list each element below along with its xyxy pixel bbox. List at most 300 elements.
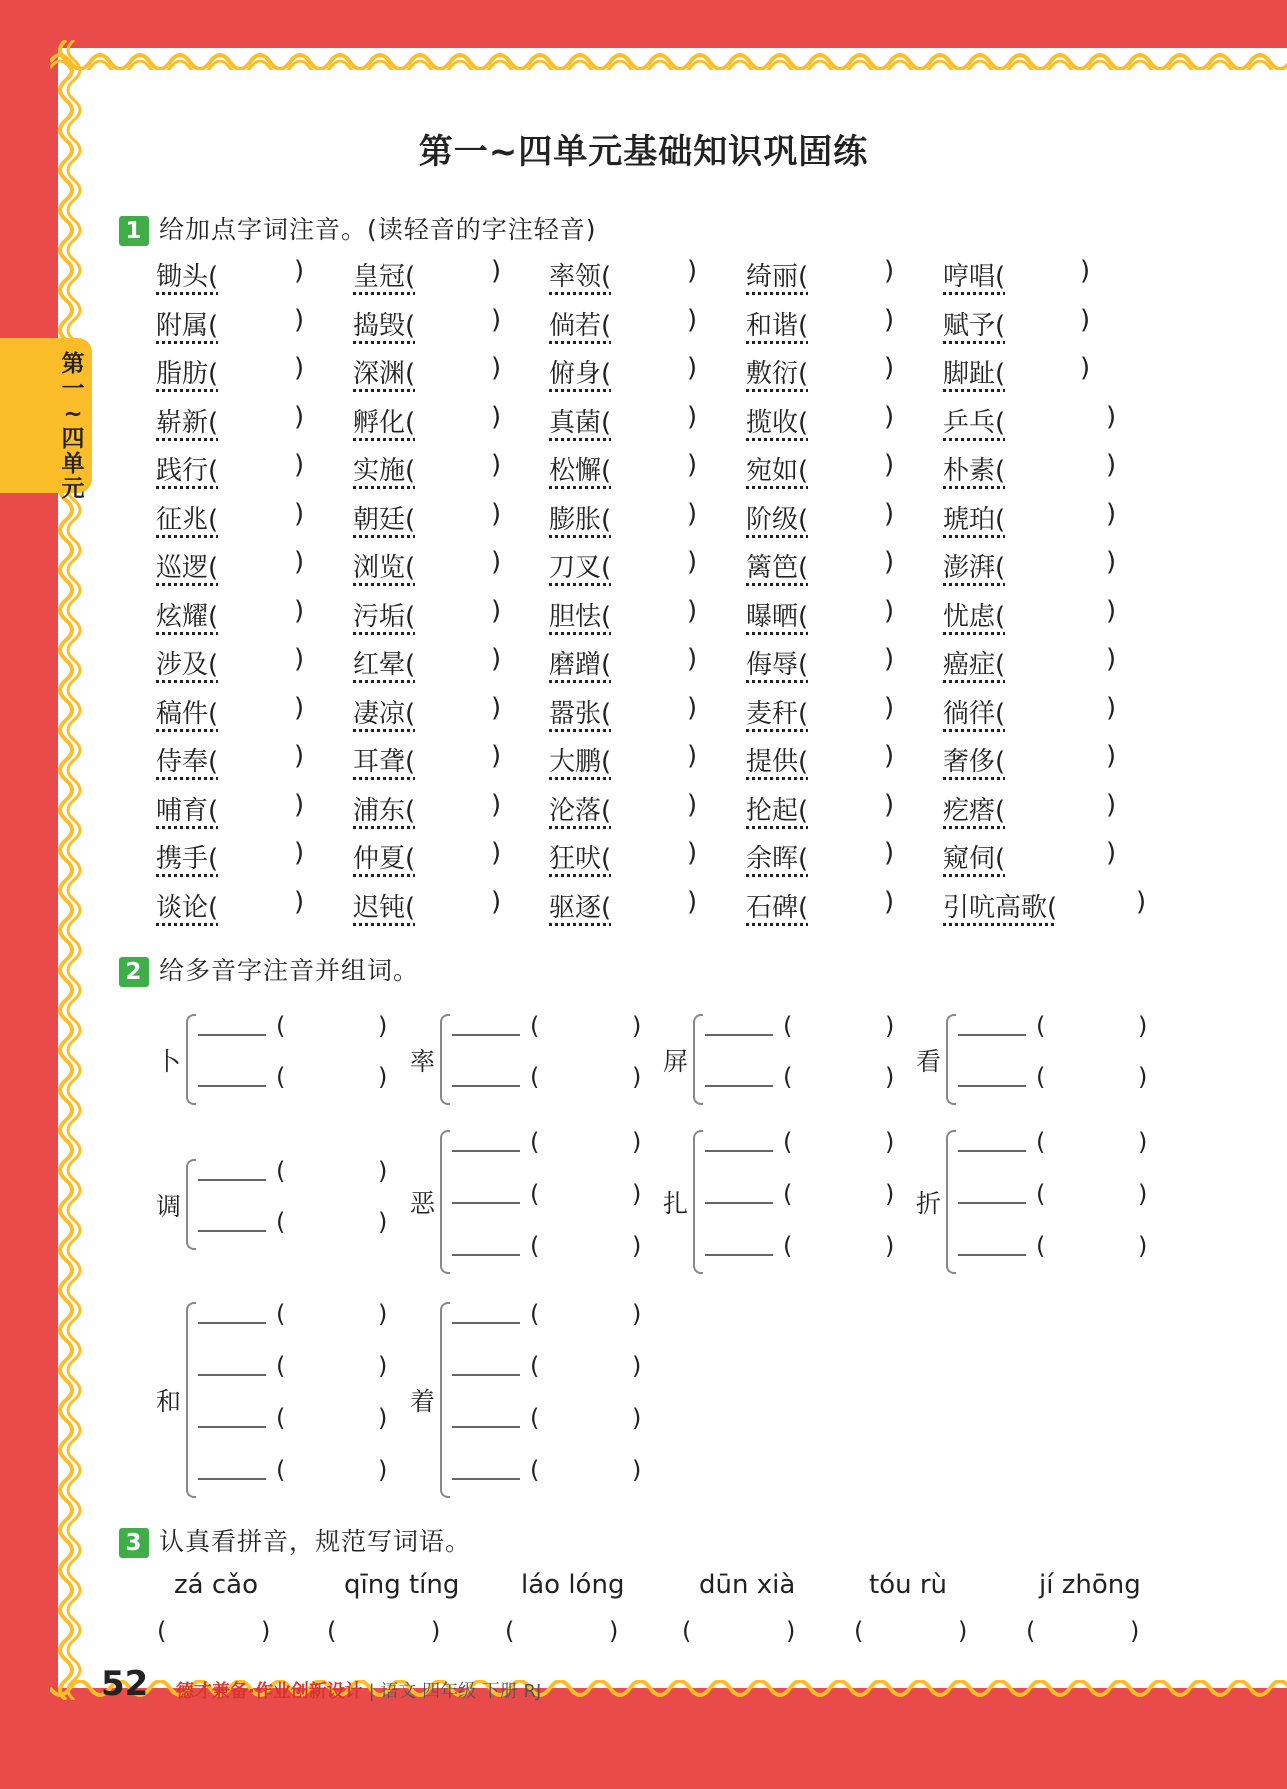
q1-item[interactable] (156, 305, 218, 342)
q1-item[interactable] (353, 693, 415, 730)
pinyin-open-paren[interactable]: ( (276, 1208, 286, 1236)
q1-close-paren: ) (294, 741, 305, 771)
word-blank[interactable] (198, 1085, 266, 1087)
page-title: 第一~四单元基础知识巩固练 (418, 132, 869, 172)
footer-text (176, 1677, 541, 1703)
q1-item[interactable] (156, 644, 218, 681)
q1-item[interactable] (156, 353, 218, 390)
q1-row (156, 741, 1156, 789)
word-blank[interactable] (452, 1085, 520, 1087)
pinyin-open-paren[interactable]: ( (530, 1012, 540, 1040)
word-blank[interactable] (452, 1478, 520, 1480)
pinyin-close-paren: ) (378, 1157, 388, 1185)
q1-close-paren: ) (687, 886, 698, 917)
pinyin-close-paren: ) (378, 1063, 388, 1091)
pinyin-open-paren[interactable]: ( (530, 1456, 540, 1484)
q1-word: 麦秆( (746, 698, 809, 729)
polyphonic-char: 着 (410, 1387, 436, 1416)
pinyin-open-paren[interactable]: ( (783, 1232, 793, 1260)
q1-item[interactable] (746, 887, 808, 924)
q1-item[interactable] (746, 256, 808, 293)
q1-word: 红晕( (353, 650, 416, 680)
q1-item[interactable] (156, 402, 218, 439)
pinyin-close-paren: ) (632, 1456, 642, 1484)
pinyin-close-paren: ) (632, 1128, 642, 1156)
q1-item[interactable] (746, 596, 808, 633)
q1-word: 澎湃( (943, 553, 1006, 583)
q1-word: 石碑( (746, 892, 809, 923)
pinyin-open-paren[interactable]: ( (276, 1352, 286, 1380)
word-blank[interactable] (705, 1034, 773, 1036)
q1-close-paren: ) (687, 692, 698, 723)
q1-word: 脚趾( (943, 359, 1006, 389)
q1-word: 迟钝( (353, 892, 416, 923)
q1-close-paren: ) (687, 789, 698, 820)
q1-word: 凄凉( (353, 698, 416, 729)
pinyin-close-paren: ) (1138, 1128, 1148, 1156)
q1-close-paren: ) (687, 838, 698, 868)
q1-close-paren: ) (294, 353, 305, 383)
pinyin-open-paren[interactable]: ( (276, 1012, 286, 1040)
q1-item[interactable] (746, 450, 808, 487)
q1-close-paren: ) (687, 547, 698, 577)
brace (440, 1014, 450, 1105)
q1-close-paren: ) (687, 644, 698, 674)
pinyin-close-paren: ) (632, 1404, 642, 1432)
q1-item[interactable] (943, 499, 1005, 536)
q1-close-paren: ) (1106, 498, 1117, 529)
q1-word: 提供( (746, 747, 809, 777)
brace (186, 1159, 196, 1250)
q1-item[interactable] (549, 353, 611, 390)
pinyin-close-paren: ) (1138, 1232, 1148, 1260)
q1-row (156, 644, 1156, 692)
q1-item[interactable] (549, 256, 611, 293)
pinyin-open-paren[interactable]: ( (530, 1300, 540, 1328)
q1-close-paren: ) (1106, 741, 1117, 771)
word-blank[interactable] (198, 1034, 266, 1036)
q1-item[interactable] (943, 450, 1005, 487)
q1-word: 附属( (156, 310, 219, 341)
q1-close-paren: ) (294, 547, 305, 577)
answer-close-paren: ) (609, 1617, 619, 1645)
q1-close-paren: ) (294, 886, 305, 917)
pinyin-open-paren[interactable]: ( (783, 1180, 793, 1208)
q1-word: 徜徉( (943, 698, 1006, 729)
q1-item[interactable] (353, 741, 415, 778)
q1-close-paren: ) (1106, 644, 1117, 674)
q1-item[interactable] (353, 499, 415, 536)
pinyin-close-paren: ) (632, 1012, 642, 1040)
brace (946, 1130, 956, 1274)
q1-close-paren: ) (491, 401, 502, 432)
word-blank[interactable] (705, 1085, 773, 1087)
q1-item[interactable] (943, 790, 1005, 827)
polyphonic-char: 和 (156, 1387, 182, 1416)
q1-item[interactable] (156, 499, 218, 536)
q1-item[interactable] (353, 256, 415, 293)
word-blank[interactable] (198, 1322, 266, 1324)
q1-word: 刀叉( (549, 553, 612, 583)
answer-open-paren[interactable]: ( (1026, 1617, 1036, 1645)
q1-word: 崭新( (156, 407, 219, 438)
brace (946, 1014, 956, 1105)
answer-open-paren[interactable]: ( (505, 1617, 515, 1645)
q1-word: 篱笆( (746, 553, 809, 583)
q1-word: 携手( (156, 844, 219, 874)
pinyin-close-paren: ) (632, 1300, 642, 1328)
q1-word: 耳聋( (353, 747, 416, 777)
q1-close-paren: ) (884, 304, 895, 335)
word-blank[interactable] (958, 1085, 1026, 1087)
pinyin-open-paren[interactable]: ( (530, 1180, 540, 1208)
word-blank[interactable] (958, 1034, 1026, 1036)
q1-item[interactable] (353, 353, 415, 390)
q1-close-paren: ) (884, 401, 895, 432)
q1-item[interactable] (549, 887, 611, 924)
q1-close-paren: ) (1080, 353, 1091, 383)
q1-close-paren: ) (687, 304, 698, 335)
pinyin-close-paren: ) (378, 1208, 388, 1236)
q1-item[interactable] (549, 838, 611, 875)
q1-item[interactable] (943, 547, 1005, 584)
q1-word: 实施( (353, 456, 416, 486)
q1-item[interactable] (353, 644, 415, 681)
word-blank[interactable] (958, 1150, 1026, 1152)
pinyin-close-paren: ) (1138, 1180, 1148, 1208)
answer-close-paren: ) (431, 1617, 441, 1645)
q1-close-paren: ) (687, 595, 698, 626)
pinyin-open-paren[interactable]: ( (276, 1157, 286, 1185)
q1-word: 侮辱( (746, 650, 809, 680)
q1-word: 皇冠( (353, 262, 416, 292)
answer-open-paren[interactable]: ( (157, 1617, 167, 1645)
pinyin-close-paren: ) (378, 1404, 388, 1432)
pinyin-close-paren: ) (632, 1180, 642, 1208)
q1-item[interactable] (156, 887, 218, 924)
q1-word: 朝廷( (353, 504, 416, 535)
q1-item[interactable] (156, 547, 218, 584)
q1-word: 嚣张( (549, 698, 612, 729)
q1-word: 谈论( (156, 892, 219, 923)
q1-close-paren: ) (884, 498, 895, 529)
wavy-border-top (50, 40, 1287, 70)
q1-close-paren: ) (1106, 450, 1117, 480)
q1-item[interactable] (549, 305, 611, 342)
q1-word: 磨蹭( (549, 650, 612, 680)
q1-item[interactable] (549, 499, 611, 536)
q1-item[interactable] (549, 450, 611, 487)
q1-item[interactable] (156, 256, 218, 293)
q1-word: 浦东( (353, 795, 416, 826)
word-blank[interactable] (198, 1426, 266, 1428)
pinyin-open-paren[interactable]: ( (530, 1128, 540, 1156)
pinyin-open-paren[interactable]: ( (1036, 1232, 1046, 1260)
q1-close-paren: ) (491, 886, 502, 917)
q1-word: 和谐( (746, 310, 809, 341)
brace (693, 1130, 703, 1274)
pinyin-open-paren[interactable]: ( (1036, 1012, 1046, 1040)
word-blank[interactable] (198, 1179, 266, 1181)
q1-item[interactable] (156, 790, 218, 827)
q1-close-paren: ) (491, 498, 502, 529)
question-3-number: 3 (119, 1528, 149, 1558)
q1-item[interactable] (943, 741, 1005, 778)
q1-item[interactable] (943, 644, 1005, 681)
answer-open-paren[interactable]: ( (854, 1617, 864, 1645)
q1-close-paren: ) (294, 692, 305, 723)
q1-row (156, 256, 1156, 304)
q1-item[interactable] (353, 838, 415, 875)
q1-word: 践行( (156, 456, 219, 486)
pinyin-prompt: qīng tíng (344, 1570, 460, 1600)
question-1-number: 1 (119, 216, 149, 246)
q1-item[interactable] (549, 693, 611, 730)
q1-close-paren: ) (687, 256, 698, 286)
pinyin-prompt: zá cǎo (174, 1570, 258, 1600)
pinyin-open-paren[interactable]: ( (783, 1128, 793, 1156)
q1-word: 绮丽( (746, 262, 809, 292)
q1-item[interactable] (746, 741, 808, 778)
q1-item[interactable] (943, 693, 1005, 730)
q1-close-paren: ) (687, 450, 698, 480)
q1-item[interactable] (353, 450, 415, 487)
q1-close-paren: ) (1106, 401, 1117, 432)
word-blank[interactable] (452, 1374, 520, 1376)
answer-open-paren[interactable]: ( (682, 1617, 692, 1645)
q1-close-paren: ) (294, 789, 305, 820)
q1-item[interactable] (353, 790, 415, 827)
pinyin-open-paren[interactable]: ( (276, 1404, 286, 1432)
q1-close-paren: ) (294, 644, 305, 674)
q1-word: 捣毁( (353, 310, 416, 341)
q1-word: 癌症( (943, 650, 1006, 680)
q1-row (156, 353, 1156, 401)
q1-item[interactable] (746, 790, 808, 827)
q1-row (156, 596, 1156, 644)
q1-item[interactable] (943, 838, 1005, 875)
q1-item[interactable] (549, 644, 611, 681)
q1-word: 余晖( (746, 844, 809, 874)
q1-word: 真菌( (549, 407, 612, 438)
q1-word: 朴素( (943, 456, 1006, 486)
q1-item[interactable] (353, 887, 415, 924)
q1-word: 敷衍( (746, 359, 809, 389)
q1-close-paren: ) (1080, 256, 1091, 286)
polyphonic-char: 卜 (156, 1046, 182, 1076)
page-number: 52 (101, 1664, 149, 1704)
q1-item[interactable] (943, 353, 1005, 390)
pinyin-open-paren[interactable]: ( (1036, 1180, 1046, 1208)
polyphonic-char: 率 (410, 1046, 436, 1076)
word-blank[interactable] (452, 1202, 520, 1204)
pinyin-open-paren[interactable]: ( (530, 1404, 540, 1432)
q1-word: 巡逻( (156, 553, 219, 583)
footer-brand: 德才兼备·作业创新设计 (176, 1681, 363, 1702)
q1-item[interactable] (746, 547, 808, 584)
q1-close-paren: ) (1106, 547, 1117, 577)
q1-close-paren: ) (491, 838, 502, 868)
q1-word: 征兆( (156, 504, 219, 535)
polyphonic-char: 扎 (663, 1189, 689, 1218)
q1-word: 窥伺( (943, 844, 1006, 874)
q1-item[interactable] (746, 644, 808, 681)
word-blank[interactable] (705, 1150, 773, 1152)
q1-word: 哺育( (156, 795, 219, 826)
q1-word: 污垢( (353, 601, 416, 632)
pinyin-open-paren[interactable]: ( (530, 1232, 540, 1260)
word-blank[interactable] (198, 1478, 266, 1480)
q1-item[interactable] (943, 256, 1005, 293)
q1-close-paren: ) (884, 789, 895, 820)
q1-close-paren: ) (294, 595, 305, 626)
q1-word: 狂吠( (549, 844, 612, 874)
q1-close-paren: ) (884, 644, 895, 674)
q1-close-paren: ) (491, 741, 502, 771)
q1-item[interactable] (156, 838, 218, 875)
q1-close-paren: ) (294, 401, 305, 432)
pinyin-close-paren: ) (885, 1128, 895, 1156)
q1-word: 沦落( (549, 795, 612, 826)
q1-item[interactable] (746, 693, 808, 730)
q1-item[interactable] (943, 596, 1005, 633)
q1-row (156, 402, 1156, 450)
word-blank[interactable] (198, 1230, 266, 1232)
pinyin-close-paren: ) (1138, 1063, 1148, 1091)
q1-word: 忧虑( (943, 601, 1006, 632)
word-blank[interactable] (452, 1254, 520, 1256)
question-2-number: 2 (119, 957, 149, 987)
pinyin-open-paren[interactable]: ( (1036, 1128, 1046, 1156)
q1-row (156, 305, 1156, 353)
q1-item[interactable] (156, 741, 218, 778)
footer-info: | 语文 四年级 下册 RJ (368, 1681, 542, 1702)
q1-word: 倘若( (549, 310, 612, 341)
q1-close-paren: ) (884, 838, 895, 868)
word-blank[interactable] (958, 1254, 1026, 1256)
polyphonic-char: 屏 (663, 1046, 689, 1076)
pinyin-close-paren: ) (378, 1352, 388, 1380)
pinyin-close-paren: ) (632, 1232, 642, 1260)
q1-item[interactable] (549, 402, 611, 439)
pinyin-open-paren[interactable]: ( (276, 1300, 286, 1328)
pinyin-close-paren: ) (378, 1012, 388, 1040)
q1-word: 揽收( (746, 407, 809, 438)
pinyin-open-paren[interactable]: ( (276, 1063, 286, 1091)
pinyin-open-paren[interactable]: ( (530, 1352, 540, 1380)
q1-item[interactable] (549, 790, 611, 827)
q1-word: 乒乓( (943, 407, 1006, 438)
q1-word: 浏览( (353, 553, 416, 583)
word-blank[interactable] (705, 1254, 773, 1256)
word-blank[interactable] (958, 1202, 1026, 1204)
q1-item[interactable] (746, 499, 808, 536)
q1-word: 仲夏( (353, 844, 416, 874)
q1-item[interactable] (746, 402, 808, 439)
brace (186, 1302, 196, 1498)
q1-item[interactable] (549, 741, 611, 778)
q1-item[interactable] (353, 547, 415, 584)
word-blank[interactable] (452, 1034, 520, 1036)
q1-item[interactable] (746, 838, 808, 875)
pinyin-open-paren[interactable]: ( (783, 1063, 793, 1091)
question-3-instruction: 认真看拼音，规范写词语。 (159, 1527, 472, 1556)
q1-word: 膨胀( (549, 504, 612, 535)
q1-word: 松懈( (549, 456, 612, 486)
q1-word: 引吭高歌( (943, 892, 1058, 923)
q1-row (156, 547, 1156, 595)
q1-close-paren: ) (491, 595, 502, 626)
word-blank[interactable] (452, 1426, 520, 1428)
q1-close-paren: ) (884, 692, 895, 723)
q1-word: 脂肪( (156, 359, 219, 389)
q1-word: 赋予( (943, 310, 1006, 341)
q1-item[interactable] (353, 596, 415, 633)
q1-word: 哼唱( (943, 262, 1006, 292)
pinyin-open-paren[interactable]: ( (530, 1063, 540, 1091)
pinyin-close-paren: ) (885, 1012, 895, 1040)
pinyin-close-paren: ) (1138, 1012, 1148, 1040)
q1-item[interactable] (156, 596, 218, 633)
q1-row (156, 790, 1156, 838)
word-blank[interactable] (198, 1374, 266, 1376)
q1-close-paren: ) (294, 256, 305, 286)
q1-word: 稿件( (156, 698, 219, 729)
q1-item[interactable] (943, 402, 1005, 439)
q1-item[interactable] (549, 547, 611, 584)
q1-item[interactable] (943, 887, 1057, 924)
q1-item[interactable] (746, 305, 808, 342)
q1-close-paren: ) (884, 256, 895, 286)
q1-close-paren: ) (687, 741, 698, 771)
word-blank[interactable] (705, 1202, 773, 1204)
q1-row (156, 450, 1156, 498)
polyphonic-char: 折 (916, 1189, 942, 1218)
q1-close-paren: ) (884, 450, 895, 480)
q1-item[interactable] (943, 305, 1005, 342)
q1-close-paren: ) (491, 450, 502, 480)
q1-row (156, 693, 1156, 741)
q1-item[interactable] (156, 693, 218, 730)
q1-item[interactable] (746, 353, 808, 390)
q1-close-paren: ) (1106, 692, 1117, 723)
pinyin-open-paren[interactable]: ( (276, 1456, 286, 1484)
pinyin-open-paren[interactable]: ( (783, 1012, 793, 1040)
q1-close-paren: ) (294, 498, 305, 529)
q1-item[interactable] (353, 305, 415, 342)
q1-word: 琥珀( (943, 504, 1006, 535)
q1-close-paren: ) (491, 789, 502, 820)
q1-item[interactable] (549, 596, 611, 633)
q1-word: 抡起( (746, 795, 809, 826)
q1-row (156, 838, 1156, 886)
pinyin-prompt: dūn xià (699, 1570, 796, 1600)
brace (440, 1302, 450, 1498)
q1-close-paren: ) (884, 547, 895, 577)
q1-row (156, 499, 1156, 547)
q1-item[interactable] (353, 402, 415, 439)
q1-close-paren: ) (687, 353, 698, 383)
q1-item[interactable] (156, 450, 218, 487)
answer-open-paren[interactable]: ( (327, 1617, 337, 1645)
word-blank[interactable] (452, 1322, 520, 1324)
pinyin-prompt: jí zhōng (1039, 1570, 1141, 1600)
word-blank[interactable] (452, 1150, 520, 1152)
pinyin-open-paren[interactable]: ( (1036, 1063, 1046, 1091)
pinyin-close-paren: ) (378, 1456, 388, 1484)
question-1-instruction: 给加点字词注音。(读轻音的字注轻音) (159, 215, 597, 244)
q1-word: 侍奉( (156, 747, 219, 777)
